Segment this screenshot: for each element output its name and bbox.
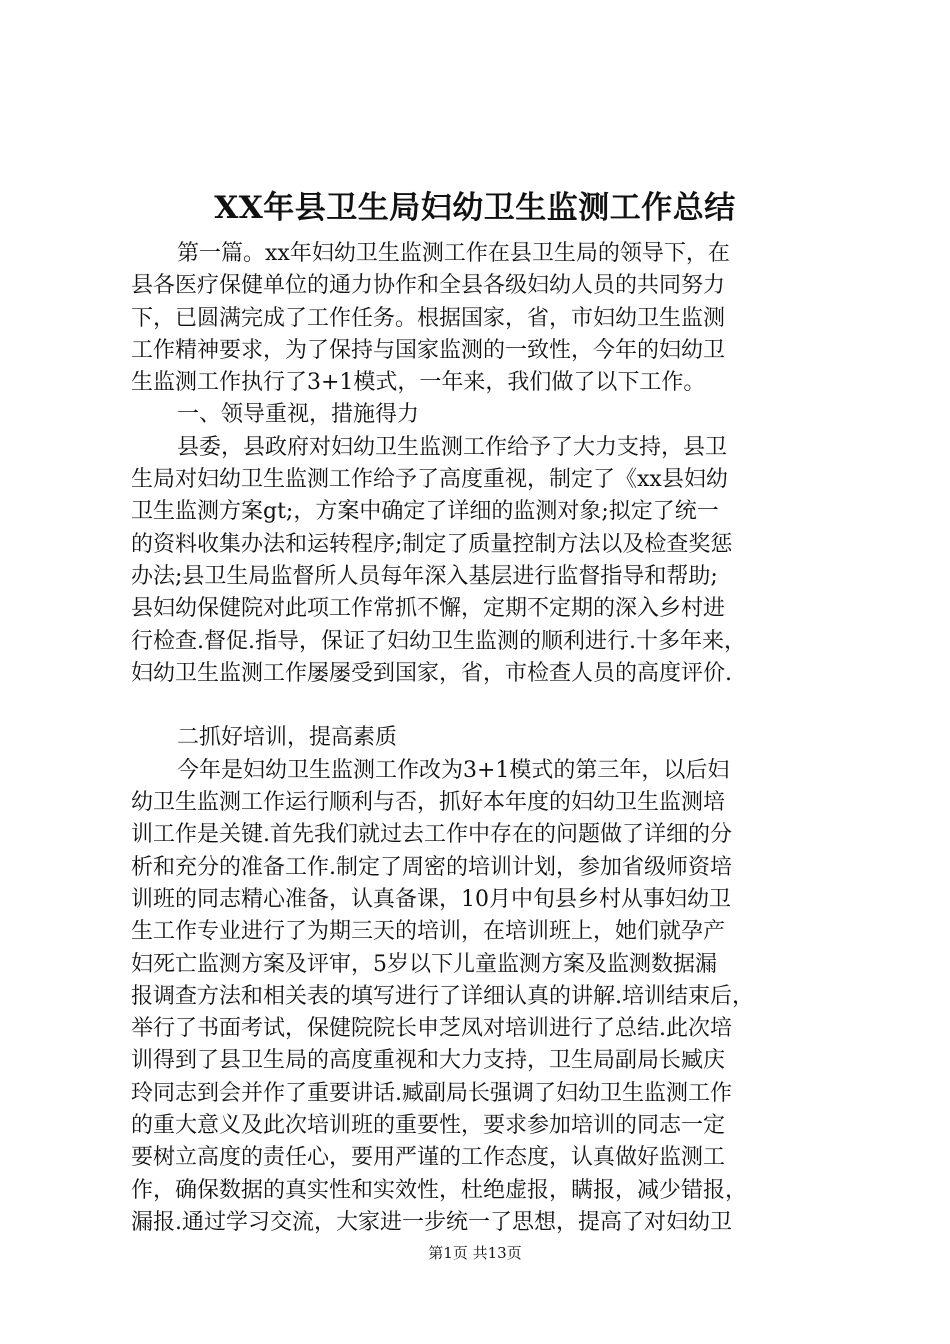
- text-line: 今年是妇幼卫生监测工作改为3+1模式的第三年，以后妇: [177, 757, 730, 783]
- text-line: [131, 690, 831, 722]
- text-line: 县妇幼保健院对此项工作常抓不懈，定期不定期的深入乡村进: [131, 596, 726, 622]
- text-line: 生工作专业进行了为期三天的培训，在培训班上，她们就孕产: [131, 919, 726, 945]
- text-line: 幼卫生监测工作运行顺利与否，抓好本年度的妇幼卫生监测培: [131, 790, 726, 816]
- text-line: 县各医疗保健单位的通力协作和全县各级妇幼人员的共同努力: [131, 273, 726, 299]
- text-line: 玲同志到会并作了重要讲话.臧副局长强调了妇幼卫生监测工作: [131, 1080, 732, 1106]
- page-footer: 第1页 共13页: [428, 1244, 522, 1262]
- text-line: 生监测工作执行了3+1模式，一年来，我们做了以下工作。: [131, 370, 706, 396]
- text-line: 训工作是关键.首先我们就过去工作中存在的问题做了详细的分: [131, 822, 732, 848]
- text-line: 二抓好培训，提高素质: [177, 725, 398, 751]
- text-line: 的资料收集办法和运转程序;制定了质量控制方法以及检查奖惩: [131, 531, 733, 557]
- text-line: 卫生监测方案gt;，方案中确定了详细的监测对象;拟定了统一: [131, 499, 719, 525]
- text-line: 作，确保数据的真实性和实效性，杜绝虚报，瞒报，减少错报，: [131, 1177, 748, 1203]
- text-line: 下，已圆满完成了工作任务。根据国家，省，市妇幼卫生监测: [131, 305, 726, 331]
- text-line: 要树立高度的责任心，要用严谨的工作态度，认真做好监测工: [131, 1145, 726, 1171]
- text-line: 第一篇。xx年妇幼卫生监测工作在县卫生局的领导下，在: [177, 241, 730, 266]
- text-line: 析和充分的准备工作.制定了周密的培训计划，参加省级师资培: [131, 854, 732, 880]
- text-line: 办法;县卫生局监督所人员每年深入基层进行监督指导和帮助;: [131, 563, 718, 589]
- text-line: 工作精神要求，为了保持与国家监测的一致性，今年的妇幼卫: [131, 337, 726, 363]
- text-line: 一、领导重视，措施得力: [177, 402, 420, 428]
- text-line: 举行了书面考试，保健院院长申芝凤对培训进行了总结.此次培: [131, 1016, 732, 1042]
- text-line: 妇幼卫生监测工作屡屡受到国家，省，市检查人员的高度评价.: [131, 660, 732, 686]
- text-line: 生局对妇幼卫生监测工作给予了高度重视，制定了《xx县妇幼: [131, 467, 728, 493]
- text-line: 报调查方法和相关表的填写进行了详细认真的讲解.培训结束后，: [131, 983, 754, 1009]
- text-line: 行检查.督促.指导，保证了妇幼卫生监测的顺利进行.十多年来，: [131, 628, 746, 654]
- text-line: 妇死亡监测方案及评审，5岁以下儿童监测方案及监测数据漏: [131, 951, 717, 977]
- text-line: 县委，县政府对妇幼卫生监测工作给予了大力支持，县卫: [177, 434, 728, 460]
- document-title: XX年县卫生局妇幼卫生监测工作总结: [214, 190, 736, 226]
- text-line: 漏报.通过学习交流，大家进一步统一了思想，提高了对妇幼卫: [131, 1209, 732, 1235]
- text-line: 的重大意义及此次培训班的重要性，要求参加培训的同志一定: [131, 1113, 726, 1139]
- document-body: [131, 238, 831, 1239]
- text-line: 训得到了县卫生局的高度重视和大力支持，卫生局副局长臧庆: [131, 1048, 726, 1074]
- text-line: 训班的同志精心准备，认真备课，10月中旬县乡村从事妇幼卫: [131, 886, 731, 912]
